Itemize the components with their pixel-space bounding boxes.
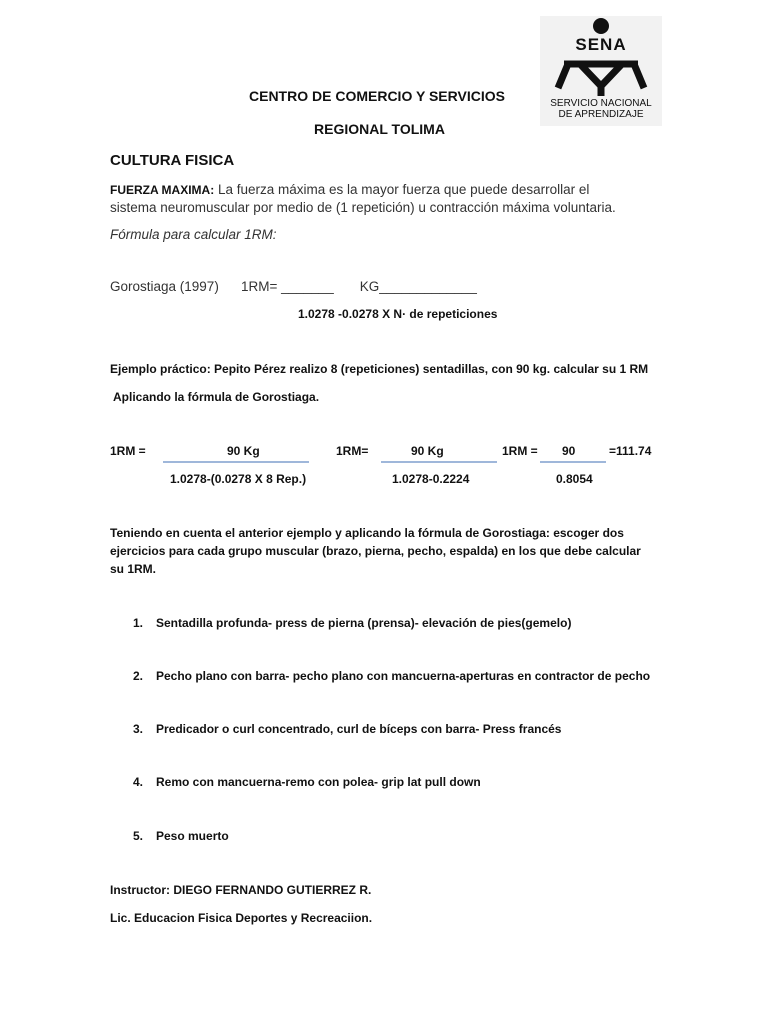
step3-denominator: 0.8054 [556,472,593,486]
step1-numerator: 90 Kg [227,444,260,458]
task-line2: ejercicios para cada grupo muscular (brazo, pierna, pecho, espalda) en los que debe calcular [110,544,641,558]
formula-blank-2: _____________ [379,279,477,294]
list-item: Peso muerto [156,829,229,843]
list-item-number: 1. [133,616,144,630]
formula-lhs: 1RM= [241,279,282,294]
logo-line2: DE APRENDIZAJE [558,109,644,120]
formula-unit: KG [359,279,380,294]
formula-author: Gorostiaga (1997) [110,279,219,294]
example-result: =111.74 [609,444,652,458]
formula-blank-1: _______ [281,279,334,294]
instructor-label: Instructor: [110,883,170,897]
task-line3: su 1RM. [110,562,157,576]
list-item-number: 2. [133,669,144,683]
instructor-name: DIEGO FERNANDO GUTIERREZ R. [173,883,372,897]
definition-text-1: La fuerza máxima es la mayor fuerza que puede desarrollar el [217,182,590,197]
sena-logo [540,16,662,126]
list-item: Sentadilla profunda- press de pierna (prensa)- elevación de pies(gemelo) [156,616,572,630]
header-center: CENTRO DE COMERCIO Y SERVICIOS [249,88,505,104]
fraction-bar-2 [381,461,497,463]
list-item-number: 3. [133,722,144,736]
list-item-number: 4. [133,775,144,789]
header-regional: REGIONAL TOLIMA [314,121,445,137]
definition-term: FUERZA MAXIMA: [110,183,215,197]
task-line1: Teniendo en cuenta el anterior ejemplo y aplicando la fórmula de Gorostiaga: escoger dos [110,526,624,540]
formula-intro: Fórmula para calcular 1RM: [110,227,277,242]
logo-line1: SERVICIO NACIONAL [550,98,652,109]
definition-line1 [110,182,589,197]
definition-line2: sistema neuromuscular por medio de (1 repetición) u contracción máxima voluntaria. [110,200,616,215]
logo-brand: SENA [575,35,627,54]
example-line2: Aplicando la fórmula de Gorostiaga. [113,390,320,404]
step2-lhs: 1RM= [336,444,369,458]
step2-denominator: 1.0278-0.2224 [392,472,470,486]
step3-lhs: 1RM = [502,444,538,458]
list-item-number: 5. [133,829,144,843]
list-item: Predicador o curl concentrado, curl de bíceps con barra- Press francés [156,722,562,736]
subject-title: CULTURA FISICA [110,152,235,169]
step1-lhs: 1RM = [110,444,146,458]
example-line1: Ejemplo práctico: Pepito Pérez realizo 8 (repeticiones) sentadillas, con 90 kg. calcular su 1 RM [110,362,649,376]
fraction-bar-3 [540,461,606,463]
formula-line [241,279,477,294]
step2-numerator: 90 Kg [411,444,444,458]
instructor-line [110,883,371,897]
step1-denominator: 1.0278-(0.0278 X 8 Rep.) [170,472,307,486]
step3-numerator: 90 [562,444,576,458]
formula-denominator: 1.0278 -0.0278 X N· de repeticiones [298,307,498,321]
list-item: Pecho plano con barra- pecho plano con mancuerna-aperturas en contractor de pecho [156,669,651,683]
list-item: Remo con mancuerna-remo con polea- grip lat pull down [156,775,481,789]
fraction-bar-1 [163,461,309,463]
instructor-credentials: Lic. Educacion Fisica Deportes y Recreaciion. [110,911,373,925]
